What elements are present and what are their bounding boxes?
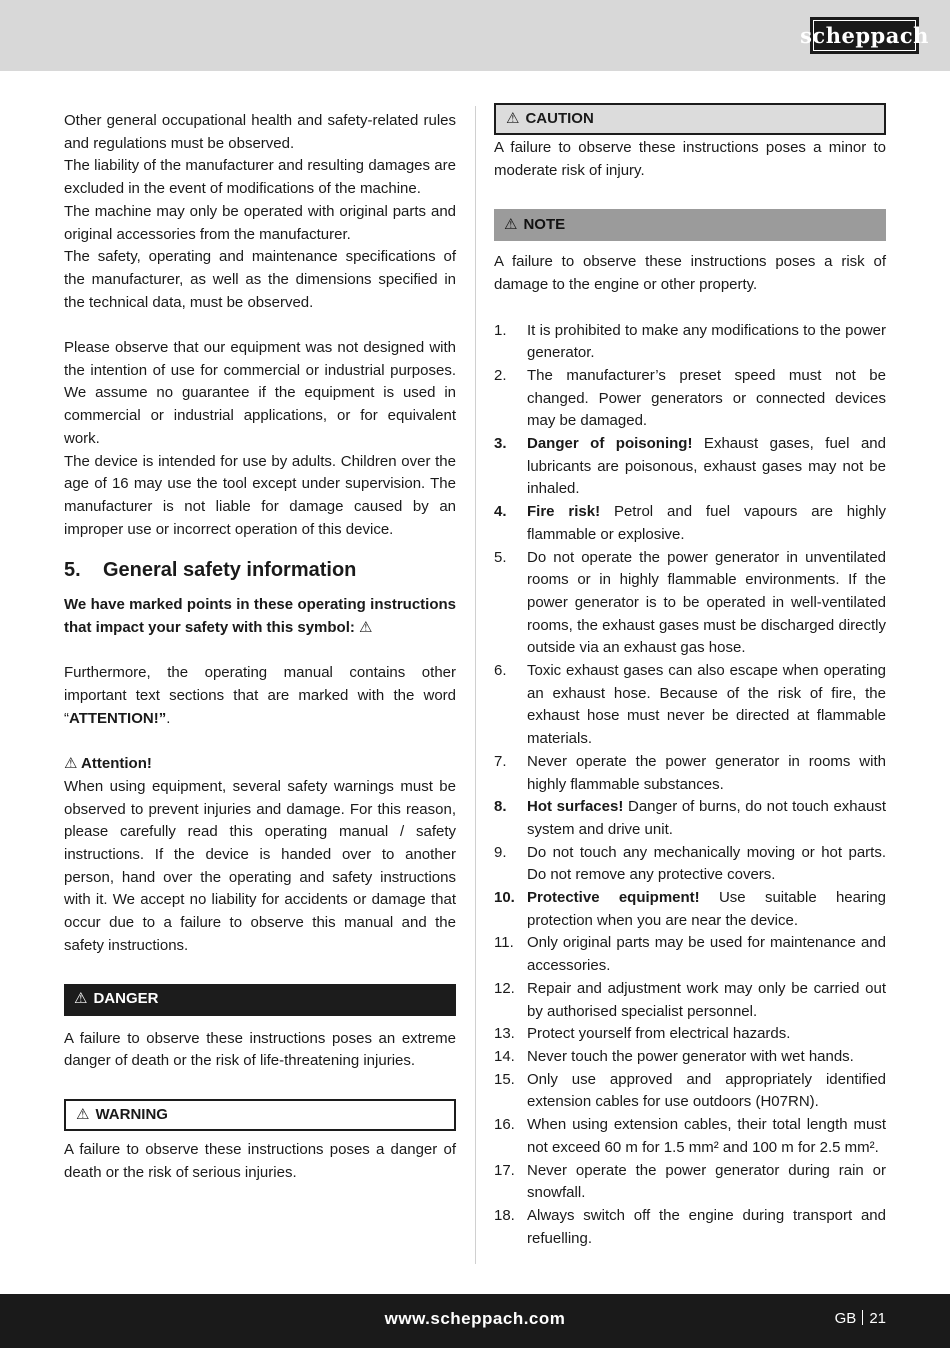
item-text bbox=[527, 1069, 886, 1114]
list-item bbox=[494, 1046, 886, 1069]
item-emphasis: Hot surfaces! bbox=[527, 798, 624, 816]
caution-box bbox=[494, 103, 886, 135]
item-body: Never operate the power generator during rain or snowfall. bbox=[527, 1161, 886, 1202]
attention-word: ATTENTION!” bbox=[69, 709, 167, 727]
list-item bbox=[494, 547, 886, 661]
item-text bbox=[527, 1114, 886, 1159]
list-item bbox=[494, 978, 886, 1023]
item-body: Only original parts may be used for maintenance and accessories. bbox=[527, 934, 886, 975]
brand-logo: scheppach bbox=[810, 17, 919, 54]
danger-text: A failure to observe these instructions poses an extreme danger of death or the risk of life-threatening injuries. bbox=[64, 1029, 456, 1070]
item-emphasis: Protective equipment! bbox=[527, 889, 700, 907]
item-body: Protect yourself from electrical hazards. bbox=[527, 1025, 791, 1043]
item-body: Do not touch any mechanically moving or hot parts. Do not remove any protective covers. bbox=[527, 843, 886, 884]
section-title: General safety information bbox=[103, 559, 357, 582]
danger-box bbox=[64, 984, 456, 1016]
attention-intro-text: Furthermore, the operating manual contains other important text sections that are marked with the word “ bbox=[64, 664, 456, 727]
item-text bbox=[527, 433, 886, 501]
usage-paragraph: The device is intended for use by adults. Children over the age of 16 may use the tool except under supervision. The manufacturer is not liable for damage caused by an improper use or incorrect operation of this device. bbox=[64, 452, 456, 538]
item-number: 4. bbox=[494, 503, 507, 521]
list-item bbox=[494, 796, 886, 841]
note-box bbox=[494, 209, 886, 241]
item-body: Always switch off the engine during transport and refuelling. bbox=[527, 1206, 886, 1247]
item-text bbox=[527, 1046, 886, 1069]
footer-bar bbox=[0, 1294, 950, 1348]
item-number: 15. bbox=[494, 1070, 515, 1088]
intro-paragraph: The machine may only be operated with original parts and original accessories from the manufacturer. bbox=[64, 202, 456, 243]
item-body: Exhaust gases, fuel and lubricants are poisonous, exhaust gases may not be inhaled. bbox=[527, 435, 886, 498]
item-emphasis: Danger of poisoning! bbox=[527, 435, 693, 453]
item-body: When using extension cables, their total length must not exceed 60 m for 1.5 mm² and 100 m for 2.5 mm². bbox=[527, 1116, 886, 1156]
item-number: 12. bbox=[494, 979, 515, 997]
usage-paragraph: Please observe that our equipment was not designed with the intention of use for commercial or industrial purposes. We assume no guarantee if the equipment is used in commercial or industrial applications, or for equivalent work. bbox=[64, 339, 456, 447]
item-number: 1. bbox=[494, 321, 507, 339]
item-number: 3. bbox=[494, 435, 507, 453]
item-text bbox=[527, 547, 886, 661]
page-separator bbox=[862, 1310, 863, 1325]
item-number: 16. bbox=[494, 1116, 515, 1134]
header-bar bbox=[0, 0, 950, 71]
list-item bbox=[494, 1205, 886, 1250]
item-text bbox=[527, 978, 886, 1023]
intro-paragraph: The liability of the manufacturer and resulting damages are excluded in the event of modifications of the machine. bbox=[64, 157, 456, 198]
warning-triangle-icon: ⚠ bbox=[76, 1105, 90, 1123]
item-body: Toxic exhaust gases can also escape when operating an exhaust hose. Because of the risk of fire, the exhaust hose must never be directed at flammable materials. bbox=[527, 662, 886, 748]
item-text bbox=[527, 1205, 886, 1250]
item-number: 17. bbox=[494, 1161, 515, 1179]
item-text bbox=[527, 1160, 886, 1205]
item-number: 8. bbox=[494, 798, 507, 816]
list-item bbox=[494, 433, 886, 501]
item-body: Never touch the power generator with wet hands. bbox=[527, 1048, 854, 1065]
item-number: 18. bbox=[494, 1206, 515, 1224]
item-text bbox=[527, 932, 886, 977]
list-item bbox=[494, 1160, 886, 1205]
item-text bbox=[527, 365, 886, 433]
note-label: NOTE bbox=[523, 216, 566, 234]
item-number: 10. bbox=[494, 889, 515, 907]
item-number: 9. bbox=[494, 843, 507, 861]
list-item bbox=[494, 501, 886, 546]
attention-intro bbox=[64, 662, 456, 730]
warning-box bbox=[64, 1099, 456, 1131]
section-number: 5. bbox=[64, 559, 81, 582]
page-number: 21 bbox=[869, 1310, 886, 1327]
item-body: Never operate the power generator in rooms with highly flammable substances. bbox=[527, 752, 886, 793]
warning-text: A failure to observe these instructions poses a danger of death or the risk of serious injuries. bbox=[64, 1140, 456, 1181]
left-column bbox=[64, 110, 456, 1184]
attention-text: When using equipment, several safety warnings must be observed to prevent injuries and damage. For this reason, please carefully read this operating manual / safety instructions. If the device is handed over to another person, hand over the operating and safety instructions with it. We accept no liability for accidents or damage that occur due to a failure to observe this manual and the safety instructions. bbox=[64, 777, 456, 954]
item-body: Do not operate the power generator in unventilated rooms or in highly flammable environments. If the power generator is to be operated in well-ventilated rooms, the exhaust gases must be discharged directly outside via an exhaust gas hose. bbox=[527, 548, 886, 657]
item-number: 11. bbox=[494, 934, 514, 952]
item-number: 13. bbox=[494, 1025, 515, 1043]
intro-paragraph: The safety, operating and maintenance specifications of the manufacturer, as well as the dimensions specified in the technical data, must be observed. bbox=[64, 248, 456, 311]
item-body: Use suitable hearing protection when you are near the device. bbox=[527, 889, 886, 929]
item-text bbox=[527, 501, 886, 546]
attention-intro-end: . bbox=[166, 709, 171, 727]
attention-heading: ⚠ Attention! bbox=[64, 755, 152, 773]
list-item bbox=[494, 320, 886, 365]
list-item bbox=[494, 1114, 886, 1159]
item-number: 5. bbox=[494, 548, 507, 566]
item-body: Only use approved and appropriately identified extension cables for use outdoors (H07RN). bbox=[527, 1070, 886, 1111]
item-number: 6. bbox=[494, 662, 507, 680]
safety-list bbox=[494, 320, 886, 1251]
item-number: 2. bbox=[494, 366, 507, 384]
caution-text: A failure to observe these instructions poses a minor to moderate risk of injury. bbox=[494, 139, 886, 179]
item-number: 14. bbox=[494, 1048, 515, 1065]
warning-triangle-icon: ⚠ bbox=[74, 990, 88, 1008]
item-text bbox=[527, 842, 886, 887]
right-column bbox=[494, 103, 886, 1250]
list-item bbox=[494, 842, 886, 887]
item-text bbox=[527, 751, 886, 796]
item-body: It is prohibited to make any modifications to the power generator. bbox=[527, 321, 886, 362]
list-item bbox=[494, 932, 886, 977]
list-item bbox=[494, 365, 886, 433]
list-item bbox=[494, 1069, 886, 1114]
item-text bbox=[527, 660, 886, 751]
column-divider bbox=[475, 106, 476, 1264]
item-body: Danger of burns, do not touch exhaust system and drive unit. bbox=[527, 798, 887, 838]
symbol-note: We have marked points in these operating instructions that impact your safety with this symbol: ⚠ bbox=[64, 596, 456, 637]
list-item bbox=[494, 751, 886, 796]
item-number: 7. bbox=[494, 752, 507, 770]
item-text bbox=[527, 320, 886, 365]
intro-paragraph: Other general occupational health and safety-related rules and regulations must be observed. bbox=[64, 112, 456, 152]
warning-triangle-icon: ⚠ bbox=[506, 109, 520, 127]
item-body: Repair and adjustment work may only be carried out by authorised specialist personnel. bbox=[527, 979, 886, 1020]
list-item bbox=[494, 660, 886, 751]
warning-label: WARNING bbox=[95, 1105, 168, 1123]
website-link[interactable]: www.scheppach.com bbox=[384, 1309, 566, 1328]
danger-label: DANGER bbox=[93, 990, 159, 1008]
list-item bbox=[494, 887, 886, 932]
list-item bbox=[494, 1023, 886, 1046]
item-body: The manufacturer’s preset speed must not be changed. Power generators or connected devices may be damaged. bbox=[527, 366, 886, 430]
language-code: GB bbox=[834, 1310, 857, 1327]
warning-triangle-icon: ⚠ bbox=[504, 216, 518, 234]
item-text bbox=[527, 796, 886, 841]
item-body: Petrol and fuel vapours are highly flammable or explosive. bbox=[527, 503, 886, 543]
item-text bbox=[527, 887, 886, 932]
item-text bbox=[527, 1023, 886, 1046]
note-text: A failure to observe these instructions poses a risk of damage to the engine or other property. bbox=[494, 253, 886, 294]
page-indicator bbox=[835, 1310, 886, 1327]
section-heading bbox=[64, 556, 456, 584]
item-emphasis: Fire risk! bbox=[527, 503, 601, 521]
caution-label: CAUTION bbox=[525, 109, 594, 127]
